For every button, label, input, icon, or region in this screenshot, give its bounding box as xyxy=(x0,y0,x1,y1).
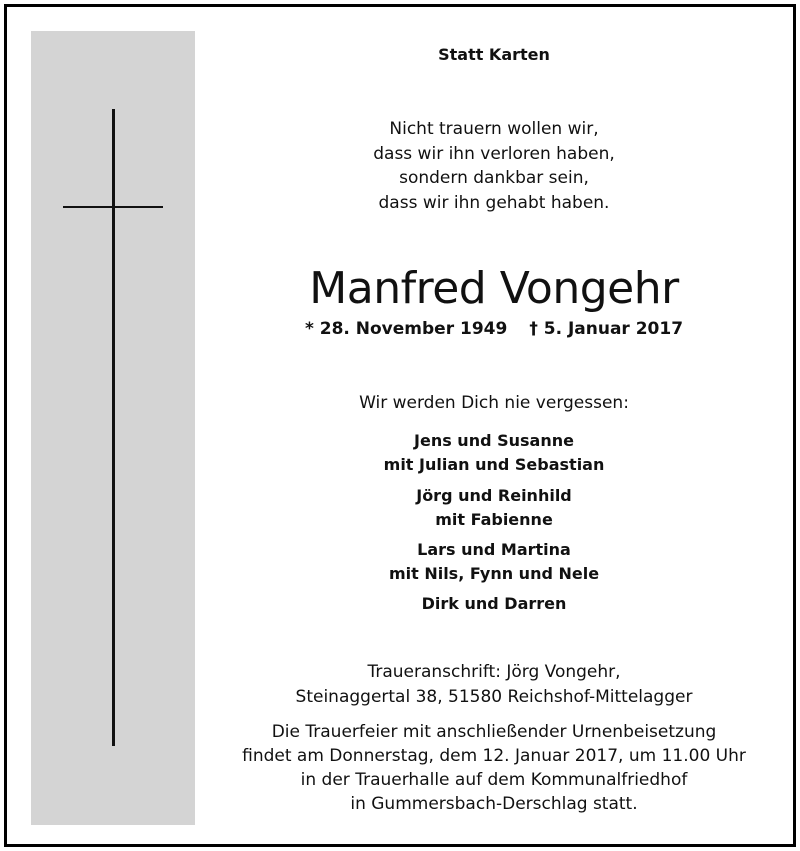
poem xyxy=(195,117,793,215)
deceased-name: Manfred Vongehr xyxy=(309,263,679,314)
mourner-group xyxy=(195,429,793,477)
cross-icon xyxy=(112,109,115,746)
address-line: Steinaggertal 38, 51580 Reichshof-Mittelagger xyxy=(295,687,693,707)
mourner-line: mit Fabienne xyxy=(435,510,553,529)
death-date: † 5. Januar 2017 xyxy=(529,319,684,339)
mourner-line: Jens und Susanne xyxy=(414,431,574,450)
cross-icon-bar xyxy=(63,206,163,208)
mourner-line: mit Julian und Sebastian xyxy=(383,455,605,474)
obituary-frame xyxy=(4,4,796,847)
ceremony-line: in der Trauerhalle auf dem Kommunalfriedhof xyxy=(300,770,688,790)
mourner-group xyxy=(195,538,793,586)
header-title: Statt Karten xyxy=(438,45,550,64)
ceremony-line: Die Trauerfeier mit anschließender Urnenbeisetzung xyxy=(271,722,717,742)
mourner-line: Lars und Martina xyxy=(417,540,571,559)
ceremony-line: findet am Donnerstag, dem 12. Januar 2017, um 11.00 Uhr xyxy=(242,746,746,766)
mourners-intro: Wir werden Dich nie vergessen: xyxy=(359,393,629,413)
life-dates xyxy=(195,319,793,339)
ceremony-line: in Gummersbach-Derschlag statt. xyxy=(350,794,638,814)
poem-line: Nicht trauern wollen wir, xyxy=(389,119,599,139)
mourner-group xyxy=(195,484,793,532)
poem-line: dass wir ihn verloren haben, xyxy=(373,143,615,164)
mourner-line: Jörg und Reinhild xyxy=(416,486,572,505)
obituary-content xyxy=(195,7,793,844)
poem-line: sondern dankbar sein, xyxy=(399,168,589,188)
mourner-line: Dirk und Darren xyxy=(421,594,567,613)
poem-line: dass wir ihn gehabt haben. xyxy=(378,192,610,213)
address-line: Traueranschrift: Jörg Vongehr, xyxy=(367,662,621,682)
side-panel xyxy=(31,31,195,825)
birth-date: * 28. November 1949 xyxy=(304,319,508,339)
ceremony-info xyxy=(195,720,793,816)
mourner-line: mit Nils, Fynn und Nele xyxy=(388,564,600,583)
mourner-group xyxy=(195,592,793,616)
mourning-address xyxy=(195,660,793,710)
